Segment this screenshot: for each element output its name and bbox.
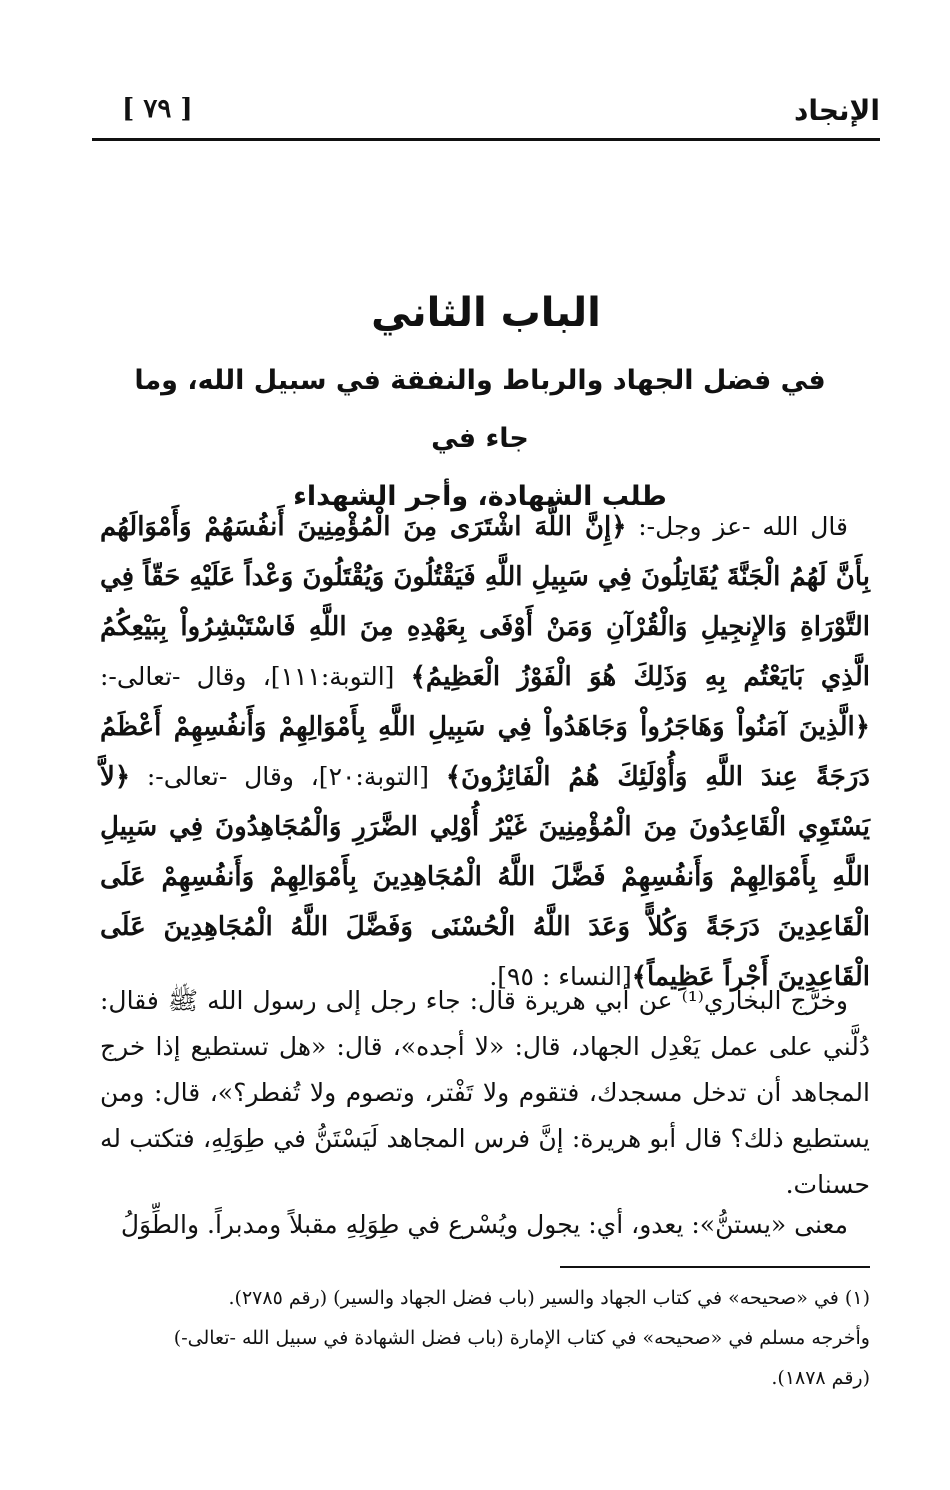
quran-verse-tawbah-111: ﴿إِنَّ اللَّهَ اشْتَرَى مِنَ الْمُؤْمِنِينَ أَنفُسَهُمْ وَأَمْوَالَهُم بِأَنَّ لَهُمُ الْجَنَّةَ يُقَاتِلُونَ فِي سَبِيلِ اللَّهِ فَيَقْتُلُونَ وَيُقْتَلُونَ وَعْداً عَلَيْهِ حَقّاً فِي التَّوْرَاةِ وَالإِنجِيلِ وَالْقُرْآنِ وَمَنْ أَوْفَى بِعَهْدِهِ مِنَ اللَّهِ فَاسْتَبْشِرُواْ بِبَيْعِكُمُ الَّذِي بَايَعْتُم بِهِ وَذَلِكَ هُوَ الْفَوْزُ الْعَظِيمُ﴾ bbox=[100, 512, 870, 692]
footnote-line-2: وأخرجه مسلم في «صحيحه» في كتاب الإمارة (باب فضل الشهادة في سبيل الله -تعالى-) bbox=[173, 1327, 870, 1349]
footnote-line-1: (١) في «صحيحه» في كتاب الجهاد والسير (باب فضل الجهاد والسير) (رقم ٢٧٨٥). bbox=[228, 1287, 870, 1309]
quran-verse-tawbah-20: ﴿الَّذِينَ آمَنُواْ وَهَاجَرُواْ وَجَاهَدُواْ فِي سَبِيلِ اللَّهِ بِأَمْوَالِهِمْ وَأَنفُسِهِمْ أَعْظَمُ دَرَجَةً عِندَ اللَّهِ وَأُوْلَئِكَ هُمُ الْفَائِزُونَ﴾ bbox=[100, 712, 870, 792]
chapter-title: الباب الثاني bbox=[371, 290, 601, 336]
verse-reference-3: [النساء : ٩٥]. bbox=[489, 962, 632, 991]
quran-intro: قال الله -عز وجل-: bbox=[626, 512, 848, 541]
chapter-subtitle-line-1: في فضل الجهاد والرباط والنفقة في سبيل الله، وما جاء في bbox=[134, 365, 826, 454]
chapter-subtitle-line-2: طلب الشهادة، وأجر الشهداء bbox=[293, 481, 667, 512]
hadith-paragraph bbox=[100, 978, 870, 1208]
verse-reference-2: [التوبة:٢٠]، وقال -تعالى-: bbox=[130, 762, 446, 791]
quran-verse-nisa-95: ﴿لاَّ يَسْتَوِي الْقَاعِدُونَ مِنَ الْمُؤْمِنِينَ غَيْرُ أُوْلِي الضَّرَرِ وَالْمُجَاهِدُونَ فِي سَبِيلِ اللَّهِ بِأَمْوَالِهِمْ وَأَنفُسِهِمْ فَضَّلَ اللَّهُ الْمُجَاهِدِينَ بِأَمْوَالِهِمْ وَأَنفُسِهِمْ عَلَى الْقَاعِدِينَ دَرَجَةً وَكُلاًّ وَعَدَ اللَّهُ الْحُسْنَى وَفَضَّلَ اللَّهُ الْمُجَاهِدِينَ عَلَى الْقَاعِدِينَ أَجْراً عَظِيماً﴾ bbox=[100, 762, 870, 992]
page-number: [ ٧٩ ] bbox=[122, 94, 193, 124]
verse-reference-1: [التوبة:١١١]، وقال -تعالى-: bbox=[100, 662, 411, 691]
quran-paragraph bbox=[100, 502, 870, 1002]
footnotes bbox=[100, 1278, 870, 1398]
meaning-paragraph bbox=[100, 1202, 870, 1248]
running-header bbox=[92, 88, 880, 138]
meaning-text: معنى «يستنُّ»: يعدو، أي: يجول ويُسْرع في طِوَلِهِ مقبلاً ومدبراً. والطِّوَلُ bbox=[120, 1210, 848, 1239]
running-title: الإنجاد bbox=[793, 94, 880, 127]
footnote-line-3: (رقم ١٨٧٨). bbox=[771, 1367, 870, 1389]
hadith-text: وخرَّج البخاري⁽¹⁾ عن أبي هريرة قال: جاء رجل إلى رسول الله ﷺ فقال: دُلَّني على عمل يَعْدِل الجهاد، قال: «لا أجده»، قال: «هل تستطيع إذا خرج المجاهد أن تدخل مسجدك، فتقوم ولا تَفْتر، وتصوم ولا تُفطر؟»، قال: ومن يستطيع ذلك؟ قال أبو هريرة: إنَّ فرس المجاهد لَيَسْتَنُّ في طِوَلِهِ، فتكتب له حسنات. bbox=[100, 986, 870, 1199]
chapter-subtitle bbox=[120, 352, 840, 526]
footnote-separator bbox=[560, 1266, 870, 1268]
header-rule bbox=[92, 138, 880, 141]
